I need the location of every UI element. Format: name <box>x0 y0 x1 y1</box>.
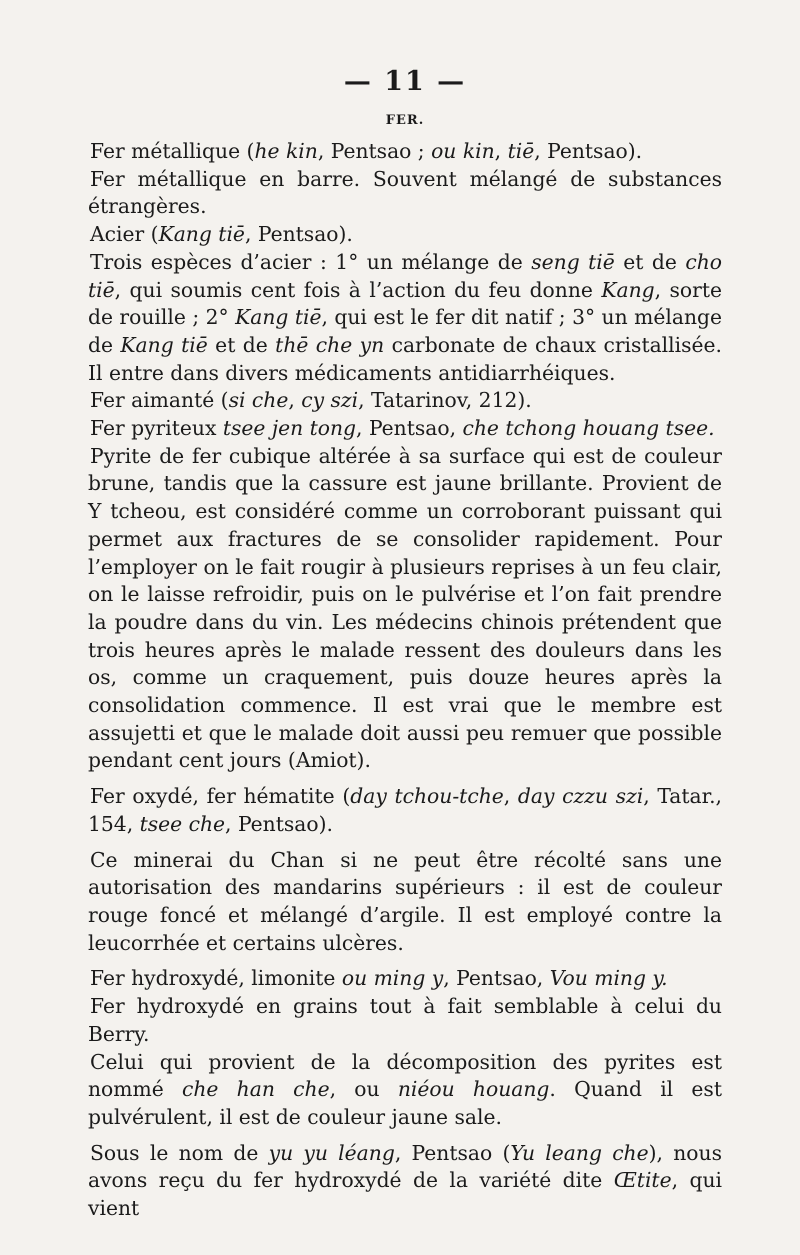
text-run: carbonate de chaux cristallisée. Il entre dans divers médicaments antidiarrhéiques. <box>88 332 723 385</box>
italic-term: che han che <box>182 1077 330 1102</box>
text-run: Pyrite de fer cubique altérée à sa surface qui est de couleur brune, tandis que la cassure est jaune brillante. Provient de Y tcheou, est considéré comme un corroborant puissant qui permet aux fractures de se consolider rapidement. Pour l’employer on le fait rougir à plusieurs reprises à un feu clair, on le laisse refroidir, puis on le pulvérise et l’on fait prendre la poudre dans du vin. Les médecins chinois prétendent que trois heures après le malade ressent des douleurs dans les os, comme un craquement, puis douze heures après la consolidation commence. Il est vrai que le membre est assujetti et que le malade doit aussi peu remuer que possible pendant cent jours (Amiot). <box>88 443 722 773</box>
text-run: , qui est le fer dit natif ; 3° un mélange de <box>88 305 722 357</box>
italic-term: cho tiē <box>88 249 723 302</box>
paragraph <box>88 847 722 958</box>
text-run: , qui soumis cent fois à l’action du feu donne <box>114 277 602 302</box>
text-run: et de <box>614 249 686 274</box>
italic-term: Kang tiē <box>235 305 322 330</box>
text-run: , Pentsao, <box>356 416 463 441</box>
paragraph <box>88 415 722 443</box>
italic-term: ou ming y <box>341 966 444 991</box>
text-run: . Quand il est pulvérulent, il est de couleur jaune sale. <box>88 1077 722 1129</box>
paragraph <box>88 387 722 415</box>
text-run: et de <box>207 332 276 357</box>
italic-term: Œtite <box>613 1168 672 1193</box>
paragraph <box>88 1049 722 1132</box>
italic-term: ou kin <box>431 139 495 163</box>
text-run: , Pentsao ( <box>394 1140 511 1165</box>
text-run: Fer métallique ( <box>90 139 255 163</box>
paragraph <box>88 965 722 993</box>
body-text <box>88 138 722 1223</box>
italic-term: niéou houang <box>397 1077 550 1102</box>
italic-term: Kang tiē <box>158 222 245 247</box>
text-run: , qui vient <box>88 1168 722 1221</box>
text-run: , Pentsao, <box>443 966 550 991</box>
italic-term: day tchou-tche <box>350 784 504 809</box>
italic-term: tsee jen tong <box>222 416 357 441</box>
paragraph <box>88 783 722 838</box>
text-run: , Tatarinov, 212). <box>358 388 532 413</box>
italic-term: che tchong houang tsee. <box>462 416 715 441</box>
text-run: ), nous avons reçu du fer hydroxydé de la variété dite <box>88 1140 722 1193</box>
text-run: Trois espèces d’acier : 1° un mélange de <box>90 249 532 274</box>
italic-term: Kang <box>601 277 655 302</box>
italic-term: tiē <box>507 139 535 163</box>
italic-term: day czzu szi <box>517 784 644 809</box>
text-run: Fer oxydé, fer hématite ( <box>90 784 351 809</box>
italic-term: Vou ming y. <box>549 966 668 991</box>
text-run: , Pentsao). <box>225 811 333 836</box>
text-run: , Pentsao). <box>244 222 353 247</box>
italic-term: Yu leang che <box>510 1140 649 1165</box>
page-number: — 11 — <box>343 66 467 97</box>
paragraph <box>88 221 722 249</box>
text-run: , Tatar., 154, <box>88 784 722 836</box>
text-run: Sous le nom de <box>90 1140 269 1165</box>
italic-term: thē che yn <box>275 332 385 357</box>
italic-term: tsee che <box>139 811 226 836</box>
text-run: Fer hydroxydé, limonite <box>90 966 342 991</box>
paragraph <box>88 993 722 1048</box>
italic-term: he kin <box>254 139 318 163</box>
text-run: Fer aimanté ( <box>90 388 229 413</box>
text-run: , ou <box>329 1077 398 1102</box>
text-run: , <box>503 784 518 809</box>
text-run: , <box>288 388 302 413</box>
text-run: Ce minerai du Chan si ne peut être récolté sans une autorisation des mandarins supérieurs : il est de couleur rouge foncé et mélangé d’argile. Il est employé contre la leucorrhée et certains ulcères. <box>88 847 722 955</box>
italic-term: yu yu léang <box>268 1140 395 1165</box>
paragraph <box>88 443 722 775</box>
italic-term: si che <box>228 388 289 413</box>
text-run: Fer hydroxydé en grains tout à fait semblable à celui du Berry. <box>88 994 722 1046</box>
text-run: , sorte de rouille ; 2° <box>88 277 722 330</box>
text-run: Acier ( <box>90 222 159 247</box>
text-run: Celui qui provient de la décomposition des pyrites est nommé <box>88 1049 722 1102</box>
section-title: FER. <box>385 113 425 128</box>
text-run: , <box>494 139 508 163</box>
italic-term: cy szi <box>301 388 359 413</box>
paragraph <box>88 1140 722 1223</box>
paragraph <box>88 138 722 166</box>
italic-term: seng tiē <box>531 249 615 274</box>
text-run: Fer pyriteux <box>90 416 223 441</box>
italic-term: Kang tiē <box>120 332 208 357</box>
paragraph <box>88 249 722 388</box>
paragraph <box>88 166 722 221</box>
text-run: Fer métallique en barre. Souvent mélangé de substances étrangères. <box>88 166 722 219</box>
text-run: , Pentsao). <box>534 139 643 163</box>
text-run: , Pentsao ; <box>317 139 432 163</box>
